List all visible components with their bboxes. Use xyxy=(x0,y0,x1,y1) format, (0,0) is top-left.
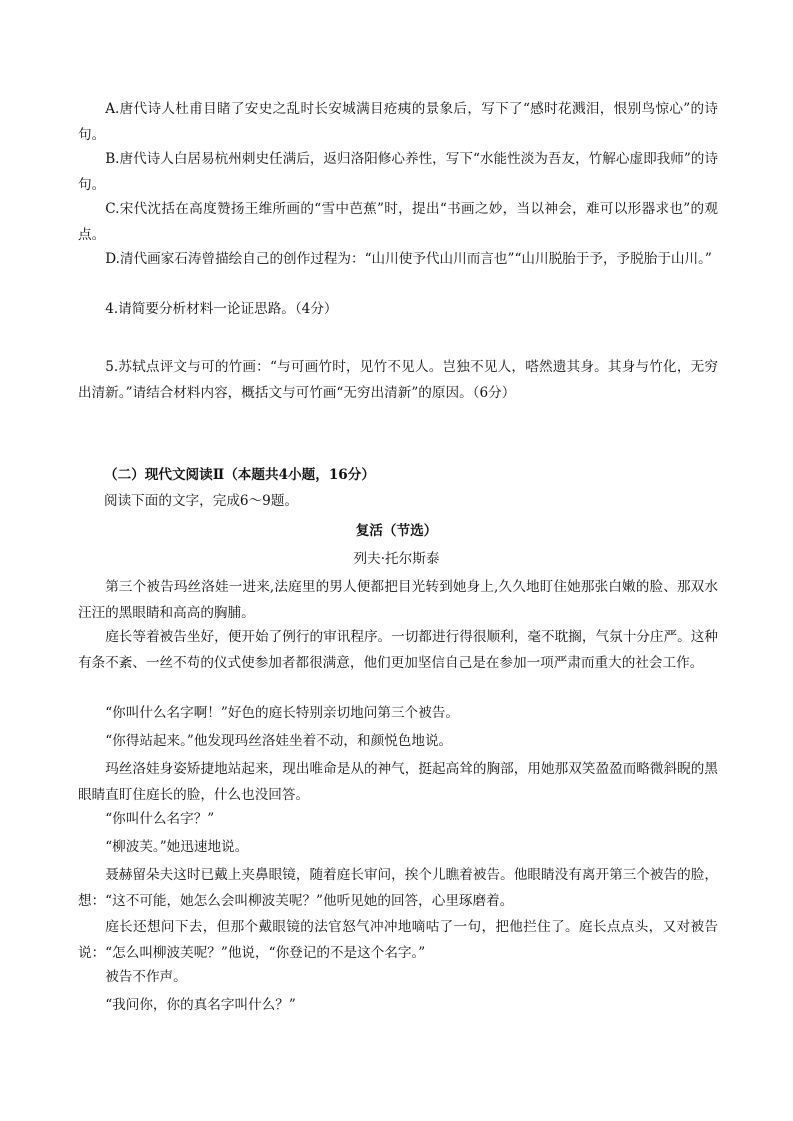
question-5: 5.苏轼点评文与可的竹画：“与可画竹时，见竹不见人。岂独不见人，嗒然遗其身。其身与竹化，无穷出清新。”请结合材料内容，概括文与可竹画“无穷出清新”的原因。（6分） xyxy=(78,359,718,401)
section-heading: （二）现代文阅读Ⅱ（本题共4小题，16分） xyxy=(104,467,375,483)
passage-paragraph-11: “我问你，你的真名字叫什么？” xyxy=(105,997,296,1013)
passage-paragraph-3: “你叫什么名字啊！”好色的庭长特别亲切地问第三个被告。 xyxy=(105,705,459,721)
passage-author: 列夫·托尔斯泰 xyxy=(353,551,440,567)
option-b: B.唐代诗人白居易杭州刺史任满后，返归洛阳修心养性，写下“水能性淡为吾友，竹解心虚即我师”的诗句。 xyxy=(78,151,718,193)
reading-instruction: 阅读下面的文字，完成6～9题。 xyxy=(104,493,299,509)
option-a: A.唐代诗人杜甫目睹了安史之乱时长安城满目疮痍的景象后，写下了“感时花溅泪，恨别鸟惊心”的诗句。 xyxy=(78,101,718,143)
passage-paragraph-8: 聂赫留朵夫这时已戴上夹鼻眼镜，随着庭长审问，挨个儿瞧着被告。他眼睛没有离开第三个被告的脸，想：“这不可能，她怎么会叫柳波芙呢？”他听见她的回答，心里琢磨着。 xyxy=(78,867,718,909)
option-d: D.清代画家石涛曾描绘自己的创作过程为：“山川使予代山川而言也”“山川脱胎于予，予脱胎于山川。” xyxy=(105,251,712,267)
passage-paragraph-10: 被告不作声。 xyxy=(105,969,187,985)
passage-paragraph-1: 第三个被告玛丝洛娃一进来,法庭里的男人便都把目光转到她身上,久久地盯住她那张白嫩的脸、那双水汪汪的黑眼睛和高高的胸脯。 xyxy=(78,579,718,621)
passage-paragraph-2: 庭长等着被告坐好，便开始了例行的审讯程序。一切都进行得很顺利，毫不耽搁，气氛十分庄严。这种有条不紊、一丝不苟的仪式使参加者都很满意，他们更加坚信自己是在参加一项严肃而重大的社会工作。 xyxy=(78,629,718,671)
passage-paragraph-5: 玛丝洛娃身姿矫捷地站起来，现出唯命是从的神气，挺起高耸的胸部，用她那双笑盈盈而略微斜睨的黑眼睛直盯住庭长的脸，什么也没回答。 xyxy=(78,761,718,803)
passage-paragraph-4: “你得站起来。”他发现玛丝洛娃坐着不动，和颜悦色地说。 xyxy=(105,733,453,749)
question-4: 4.请简要分析材料一论证思路。（4分） xyxy=(105,301,338,317)
option-c: C.宋代沈括在高度赞扬王维所画的“雪中芭蕉”时，提出“书画之妙，当以神会，难可以形器求也”的观点。 xyxy=(78,201,718,243)
passage-paragraph-6: “你叫什么名字？” xyxy=(105,811,215,827)
passage-title: 复活（节选） xyxy=(355,523,438,539)
passage-paragraph-7: “柳波芙。”她迅速地说。 xyxy=(105,839,249,855)
passage-paragraph-9: 庭长还想问下去，但那个戴眼镜的法官怒气冲冲地嘀咕了一句，把他拦住了。庭长点点头，又对被告说：“怎么叫柳波芙呢？”他说，“你登记的不是这个名字。” xyxy=(78,919,718,961)
